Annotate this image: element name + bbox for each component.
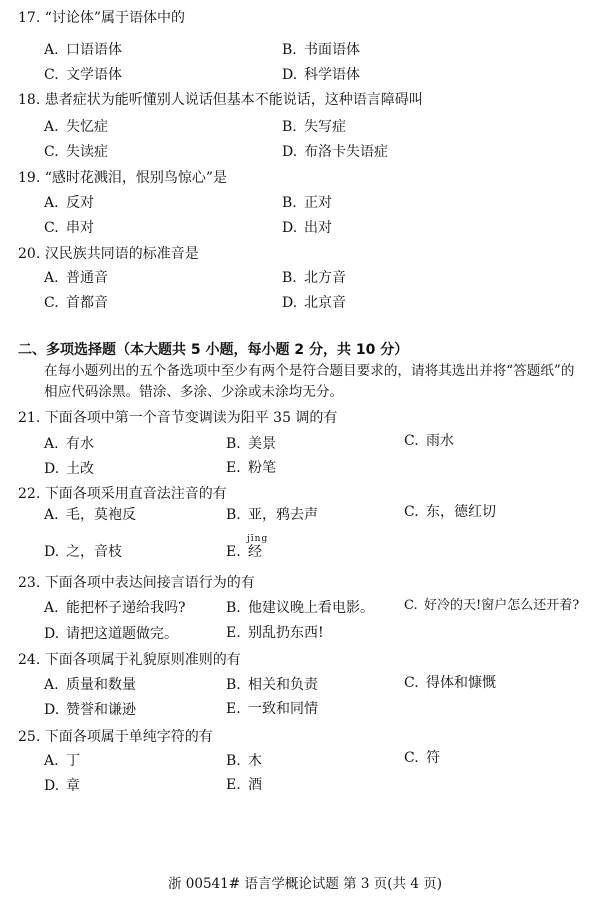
option-letter: B. (282, 270, 297, 286)
option-letter: D. (282, 144, 298, 160)
option-letter: B. (282, 42, 297, 58)
option-19-b (282, 193, 332, 213)
option-letter: A. (44, 195, 59, 211)
option-letter: D. (282, 220, 298, 236)
option-25-a (44, 751, 80, 771)
question-number: 19. (18, 170, 41, 186)
question-stem: “感时花溅泪，恨别鸟惊心”是 (44, 170, 228, 186)
option-22-b (226, 505, 318, 525)
option-letter: E. (226, 625, 241, 641)
option-letter: E. (226, 777, 241, 793)
option-letter: C. (44, 220, 59, 236)
option-letter: B. (282, 195, 297, 211)
question-number: 21. (18, 410, 41, 426)
option-24-c (404, 673, 496, 693)
option-letter: A. (44, 677, 59, 693)
option-text: 亚，鸦去声 (248, 507, 318, 523)
option-20-d (282, 293, 346, 313)
question-stem: 下面各项采用直音法注音的有 (44, 486, 227, 502)
option-21-b (226, 434, 276, 454)
question-number: 22. (18, 486, 41, 502)
option-letter: D. (282, 295, 298, 311)
section-instruction-2: 相应代码涂黑。错涂、多涂、少涂或未涂均无分。 (44, 384, 344, 400)
option-text: 普通音 (66, 270, 108, 286)
option-letter: A. (44, 119, 59, 135)
option-text: 一致和同情 (248, 701, 318, 717)
option-text: 相关和负责 (248, 677, 318, 693)
option-24-a (44, 675, 136, 695)
option-letter: D. (44, 626, 60, 642)
option-text: 好冷的天!窗户怎么还开着? (424, 598, 580, 613)
question-stem: 下面各项属于单纯字符的有 (44, 729, 213, 745)
option-18-b (282, 117, 346, 137)
option-21-d (44, 459, 94, 479)
option-text: 书面语体 (304, 42, 360, 58)
option-text: 丁 (66, 753, 80, 769)
option-24-e (226, 699, 318, 719)
option-text: 首都音 (66, 295, 108, 311)
question-19 (18, 168, 227, 188)
option-text: 他建议晚上看电影。 (248, 600, 374, 616)
option-text: 得体和慷慨 (426, 675, 496, 691)
question-stem: 下面各项中第一个音节变调读为阳平 35 调的有 (44, 410, 338, 426)
option-text: 出对 (304, 220, 332, 236)
option-letter: A. (44, 436, 59, 452)
question-number: 18. (18, 92, 41, 108)
option-text: 酒 (248, 777, 262, 793)
question-stem: 下面各项中表达间接言语行为的有 (44, 575, 255, 591)
option-22-a (44, 505, 136, 525)
option-text: 木 (248, 753, 262, 769)
option-text: 美景 (248, 436, 276, 452)
option-text: 正对 (304, 195, 332, 211)
option-letter: A. (44, 507, 59, 523)
option-letter: C. (404, 750, 419, 766)
question-24 (18, 650, 241, 670)
question-number: 17. (18, 10, 41, 26)
option-22-e (226, 542, 262, 562)
option-25-b (226, 751, 262, 771)
option-letter: D. (44, 461, 60, 477)
option-text: 口语语体 (66, 42, 122, 58)
option-20-b (282, 268, 346, 288)
option-letter: C. (404, 433, 419, 449)
option-text: 毛，莫袍反 (66, 507, 136, 523)
option-text: 符 (426, 750, 440, 766)
option-text: 科学语体 (304, 67, 360, 83)
option-25-d (44, 776, 80, 796)
option-24-b (226, 675, 318, 695)
option-18-d (282, 142, 388, 162)
option-19-c (44, 218, 94, 238)
option-21-c (404, 431, 454, 451)
option-22-c (404, 502, 496, 522)
section-title (18, 340, 408, 360)
option-letter: C. (44, 144, 59, 160)
option-letter: B. (226, 677, 241, 693)
option-letter: C. (44, 295, 59, 311)
question-18 (18, 90, 423, 110)
page-footer: 浙 00541# 语言学概论试题 第 3 页(共 4 页) (167, 876, 442, 892)
question-stem: 患者症状为能听懂别人说话但基本不能说话，这种语言障碍叫 (44, 92, 423, 108)
option-letter: D. (44, 778, 60, 794)
question-number: 20. (18, 246, 41, 262)
option-text: 反对 (66, 195, 94, 211)
option-letter: B. (226, 753, 241, 769)
option-21-a (44, 434, 94, 454)
option-letter: D. (282, 67, 298, 83)
option-text: 失忆症 (66, 119, 108, 135)
option-20-c (44, 293, 108, 313)
question-25 (18, 727, 213, 747)
pinyin-annotation: jīng (247, 534, 269, 544)
option-letter: C. (404, 504, 419, 520)
option-text: 有水 (66, 436, 94, 452)
question-number: 24. (18, 652, 41, 668)
option-text: 串对 (66, 220, 94, 236)
option-17-a (44, 40, 122, 60)
question-22 (18, 484, 227, 504)
option-letter: B. (226, 600, 241, 616)
option-letter: D. (44, 544, 60, 560)
option-text: 北方音 (304, 270, 346, 286)
question-stem: 汉民族共同语的标准音是 (44, 246, 199, 262)
question-number: 25. (18, 729, 41, 745)
question-number: 23. (18, 575, 41, 591)
option-text: 经 (248, 544, 262, 560)
question-20 (18, 244, 199, 264)
option-letter: B. (282, 119, 297, 135)
option-19-a (44, 193, 94, 213)
option-23-c (404, 596, 579, 616)
option-text: 能把杯子递给我吗? (66, 600, 186, 616)
option-text: 粉笔 (248, 460, 276, 476)
option-text: 章 (66, 778, 80, 794)
option-letter: A. (44, 600, 59, 616)
option-letter: A. (44, 753, 59, 769)
option-letter: D. (44, 702, 60, 718)
question-21 (18, 408, 337, 428)
option-23-b (226, 598, 374, 618)
option-17-b (282, 40, 360, 60)
option-letter: B. (226, 507, 241, 523)
option-letter: E. (226, 544, 241, 560)
question-stem: 下面各项属于礼貌原则准则的有 (44, 652, 241, 668)
option-letter: E. (226, 701, 241, 717)
option-letter: C. (44, 67, 59, 83)
option-17-d (282, 65, 360, 85)
option-25-c (404, 748, 440, 768)
option-text: 北京音 (304, 295, 346, 311)
option-23-a (44, 598, 186, 618)
option-20-a (44, 268, 108, 288)
option-text: 东，德红切 (426, 504, 496, 520)
option-letter: E. (226, 460, 241, 476)
option-letter: C. (404, 675, 419, 691)
option-letter: B. (226, 436, 241, 452)
option-text: 之，音枝 (66, 544, 122, 560)
option-text: 失读症 (66, 144, 108, 160)
option-18-a (44, 117, 108, 137)
option-text: 别乱扔东西! (248, 625, 324, 641)
option-25-e (226, 775, 262, 795)
option-text: 布洛卡失语症 (304, 144, 388, 160)
option-24-d (44, 700, 136, 720)
option-text: 土改 (66, 461, 94, 477)
option-17-c (44, 65, 122, 85)
option-text: 请把这道题做完。 (66, 626, 178, 642)
option-23-d (44, 624, 178, 644)
question-17 (18, 8, 185, 28)
section-instruction-1: 在每小题列出的五个备选项中至少有两个是符合题目要求的，请将其选出并将“答题纸”的 (44, 363, 575, 379)
option-letter: A. (44, 42, 59, 58)
option-19-d (282, 218, 332, 238)
option-23-e (226, 623, 324, 643)
option-text: 失写症 (304, 119, 346, 135)
option-text: 文学语体 (66, 67, 122, 83)
option-22-d (44, 542, 122, 562)
option-text: 质量和数量 (66, 677, 136, 693)
option-text: 雨水 (426, 433, 454, 449)
option-letter: A. (44, 270, 59, 286)
option-18-c (44, 142, 108, 162)
question-stem: “讨论体”属于语体中的 (44, 10, 186, 26)
option-text: 赞誉和谦逊 (66, 702, 136, 718)
option-letter: C. (404, 598, 418, 613)
option-21-e (226, 458, 276, 478)
section-title-text: 二、多项选择题（本大题共 5 小题，每小题 2 分，共 10 分） (18, 342, 409, 358)
question-23 (18, 573, 255, 593)
